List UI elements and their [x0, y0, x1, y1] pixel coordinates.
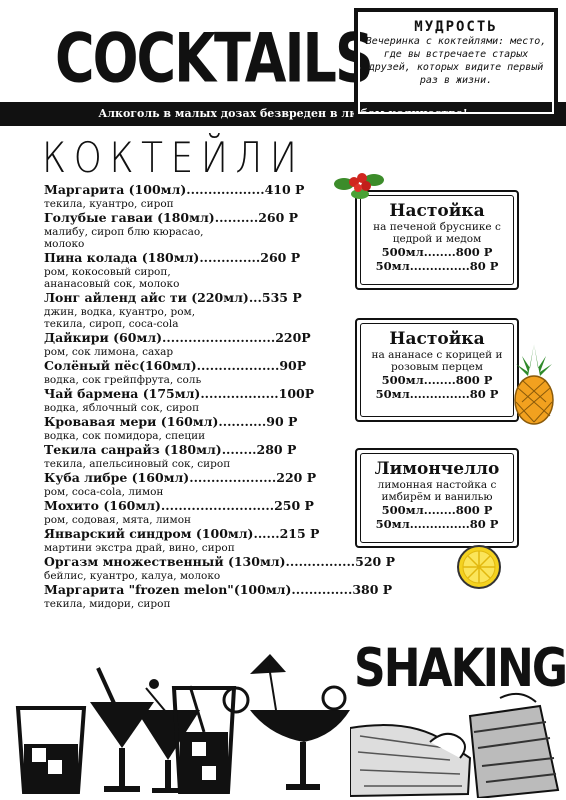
item-name-price: Маргарита "frozen melon"(100мл)..............380 Р	[44, 582, 393, 597]
box-price-small: 50мл...............80 Р	[375, 517, 499, 531]
box-price-small: 50мл...............80 Р	[375, 259, 499, 273]
menu-item	[44, 210, 344, 250]
cocktail-list	[44, 182, 396, 610]
box-title: Настойка	[389, 329, 485, 349]
margarita-glass-icon	[250, 654, 350, 790]
menu-item	[44, 330, 344, 358]
menu-item	[44, 526, 344, 554]
lingonberry-icon	[330, 164, 390, 204]
item-name-price: Чай бармена (175мл)..................100Р	[44, 386, 315, 401]
page-title: COCKTAILS	[55, 19, 372, 98]
wisdom-text: Вечеринка с коктейлями: место, где вы встречаете старых друзей, которых видите первый раз в жизни.	[365, 36, 547, 86]
item-name-price: Пина колада (180мл)..............260 Р	[44, 250, 301, 265]
infusion-box-lingonberry	[355, 190, 519, 290]
slogan-banner: Алкоголь в малых дозах безвреден в любом количестве!	[0, 102, 566, 126]
box-price-large: 500мл........800 Р	[381, 245, 493, 259]
box-subtitle: лимонная настойка с имбирём и ванилью	[377, 479, 497, 503]
item-name-price: Текила санрайз (180мл)........280 Р	[44, 442, 297, 457]
item-name-price: Кровавая мери (160мл)...........90 Р	[44, 414, 298, 429]
pineapple-icon	[512, 342, 556, 426]
menu-item	[44, 470, 344, 498]
item-ingredients: малибу, сироп блю кюрасао, молоко	[44, 226, 204, 250]
menu-item	[44, 414, 344, 442]
box-price-large: 500мл........800 Р	[381, 373, 493, 387]
box-title: Настойка	[389, 201, 485, 221]
item-name-price: Мохито (160мл)..........................250 Р	[44, 498, 314, 513]
item-name-price: Январский синдром (100мл)......215 Р	[44, 526, 320, 541]
item-ingredients: текила, мидори, сироп	[44, 598, 171, 610]
menu-item	[44, 442, 344, 470]
wisdom-box	[354, 8, 558, 118]
box-subtitle: на печеной бруснике с цедрой и медом	[373, 221, 501, 245]
menu-item	[44, 182, 344, 210]
item-ingredients: текила, куантро, сироп	[44, 198, 174, 210]
item-name-price: Лонг айленд айс ти (220мл)...535 Р	[44, 290, 302, 305]
item-ingredients: ром, сок лимона, сахар	[44, 346, 174, 358]
infusion-box-pineapple	[355, 318, 519, 422]
highball-glass-icon	[174, 686, 248, 792]
wisdom-title: МУДРОСТЬ	[414, 19, 498, 35]
bartender-shaker-illustration	[350, 688, 562, 798]
menu-item	[44, 358, 344, 386]
cocktail-glasses-illustration	[14, 648, 354, 798]
item-ingredients: ром, coca-cola, лимон	[44, 486, 164, 498]
menu-item	[44, 386, 344, 414]
shaking-heading: SHAKING	[354, 638, 566, 700]
item-ingredients: мартини экстра драй, вино, сироп	[44, 542, 235, 554]
item-name-price: Голубые гаваи (180мл)..........260 Р	[44, 210, 299, 225]
item-name-price: Дайкири (60мл)..........................220Р	[44, 330, 311, 345]
item-name-price: Куба либре (160мл)....................220 Р	[44, 470, 317, 485]
item-ingredients: ром, кокосовый сироп, ананасовый сок, молоко	[44, 266, 180, 290]
menu-item	[44, 498, 344, 526]
box-subtitle: на ананасе с корицей и розовым перцем	[371, 349, 503, 373]
box-price-large: 500мл........800 Р	[381, 503, 493, 517]
box-title: Лимончелло	[374, 459, 500, 479]
menu-heading: КОКТЕЙЛИ	[42, 133, 305, 182]
martini-glass-icon	[90, 668, 154, 792]
item-ingredients: водка, сок грейпфрута, соль	[44, 374, 202, 386]
item-ingredients: бейлис, куантро, калуа, молоко	[44, 570, 221, 582]
menu-item	[44, 250, 344, 290]
lemon-slice-icon	[456, 544, 502, 590]
menu-item	[44, 554, 396, 582]
menu-item	[44, 290, 344, 330]
old-fashioned-glass-icon	[18, 708, 84, 792]
item-name-price: Солёный пёс(160мл)...................90Р	[44, 358, 307, 373]
box-price-small: 50мл...............80 Р	[375, 387, 499, 401]
item-name-price: Оргазм множественный (130мл)................520 Р	[44, 554, 396, 569]
item-ingredients: ром, содовая, мята, лимон	[44, 514, 192, 526]
limoncello-box	[355, 448, 519, 548]
item-ingredients: джин, водка, куантро, ром, текила, сироп, coca-cola	[44, 306, 196, 330]
menu-item	[44, 582, 393, 610]
item-ingredients: водка, сок помидора, специи	[44, 430, 206, 442]
item-ingredients: водка, яблочный сок, сироп	[44, 402, 200, 414]
item-name-price: Маргарита (100мл)..................410 Р	[44, 182, 305, 197]
item-ingredients: текила, апельсиновый сок, сироп	[44, 458, 231, 470]
